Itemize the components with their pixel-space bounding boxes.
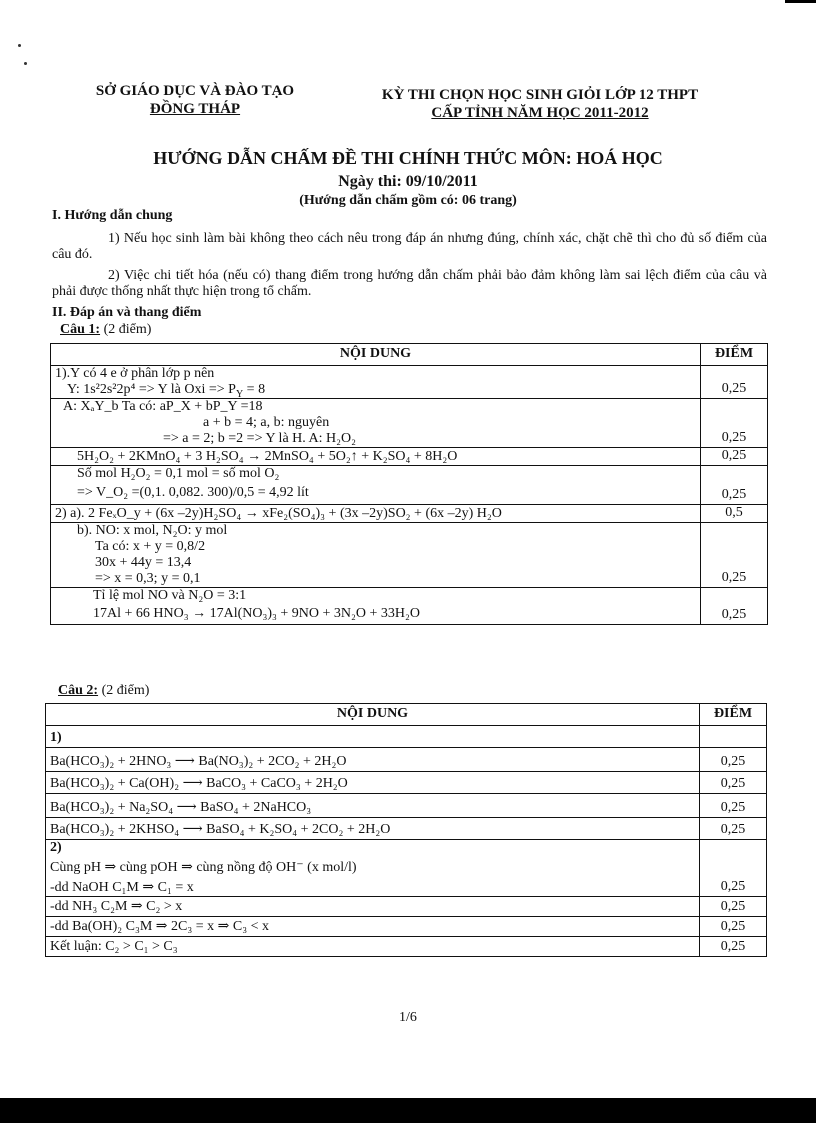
q2-row9-points: 0,25: [700, 937, 767, 957]
q2-row2-points: 0,25: [700, 748, 767, 772]
table-row: [46, 937, 767, 957]
table-row: [46, 818, 767, 840]
q1-row6-line2: Ta có: x + y = 0,8/2: [95, 538, 206, 554]
table-row: [51, 504, 768, 522]
q2-row5-equation: Ba(HCO₃)₂ + 2KHSO₄ ⟶ BaSO₄ + K₂SO₄ + 2CO₂ + 2H₂O: [46, 818, 700, 840]
exam-line-1: KỲ THI CHỌN HỌC SINH GIỎI LỚP 12 THPT: [381, 87, 699, 103]
q2-row4-equation: Ba(HCO₃)₂ + Na₂SO₄ ⟶ BaSO₄ + 2NaHCO₃: [46, 794, 700, 818]
q1-row2-points: 0,25: [701, 399, 768, 448]
page-count-note: (Hướng dẫn chấm gồm có: 06 trang): [299, 193, 517, 208]
document-title: HƯỚNG DẪN CHẤM ĐỀ THI CHÍNH THỨC MÔN: HOÁ HỌC: [153, 148, 663, 168]
q2-row3-points: 0,25: [700, 772, 767, 794]
question-1-table: [50, 343, 768, 625]
question-2-table: [45, 703, 767, 957]
q1-row1-points: 0,25: [701, 366, 768, 399]
q2-row5-points: 0,25: [700, 818, 767, 840]
q1-row2-line3: => a = 2; b =2 => Y là H. A: H₂O₂: [163, 431, 356, 446]
table-row: [46, 748, 767, 772]
q2-row4-points: 0,25: [700, 794, 767, 818]
table-row: [51, 587, 768, 624]
scan-speck: [18, 44, 21, 47]
table-row: [46, 840, 767, 897]
table-row: [51, 366, 768, 399]
section-general-heading: I. Hướng dẫn chung: [52, 208, 173, 223]
q2-part2-label: 2): [50, 840, 62, 855]
q1-row5-points: 0,5: [701, 504, 768, 522]
issuer-line-2: ĐỒNG THÁP: [149, 101, 241, 117]
q2-row8-points: 0,25: [700, 917, 767, 937]
q1-row6-points: 0,25: [701, 522, 768, 587]
q1-row4-points: 0,25: [701, 465, 768, 504]
table-row: [51, 448, 768, 466]
q1-row7-line2: 17Al + 66 HNO₃ → 17Al(NO₃)₃ + 9NO + 3N₂O + 33H₂O: [93, 605, 421, 621]
column-header-points: ĐIỂM: [700, 704, 767, 726]
table-row: [51, 522, 768, 587]
q2-row6-line3: -dd NaOH C₁M ⇒ C₁ = x: [50, 880, 194, 895]
exam-header: [345, 86, 735, 122]
table-row: [46, 726, 767, 748]
q1-row3-equation: 5H₂O₂ + 2KMnO₄ + 3 H₂SO₄ → 2MnSO₄ + 5O₂↑ + K₂SO₄ + 8H₂O: [77, 448, 458, 464]
q1-row1-line2: Y: 1s²2s²2p⁴ => Y là Oxi => $P_Y = 8$: [67, 382, 266, 400]
scan-edge-mark: [785, 0, 816, 3]
q1-row1-line1: 1).Y có 4 e ở phân lớp p nên: [55, 366, 215, 381]
issuer-line-1: SỞ GIÁO DỤC VÀ ĐÀO TẠO: [95, 83, 295, 99]
question-2-label: Câu 2: (2 điểm): [58, 683, 150, 698]
q1-row3-points: 0,25: [701, 448, 768, 466]
q2-conclusion: Kết luận: C₂ > C₁ > C₃: [46, 937, 700, 957]
q2-row8-line: -dd Ba(OH)₂ C₃M ⇒ 2C₃ = x ⇒ C₃ < x: [46, 917, 700, 937]
q2-part1-label: 1): [46, 726, 700, 748]
q1-row5-equation: 2) a). 2 FeₓO_y + (6x –2y)H₂SO₄ → xFe₂(SO₄)₃ + (3x –2y)SO₂ + (6x –2y) H₂O: [55, 505, 502, 521]
issuer-header: [60, 82, 330, 118]
q1-row4-line2: => V_O₂ =(0,1. 0,082. 300)/0,5 = 4,92 lít: [77, 484, 309, 500]
q2-row6-points: 0,25: [700, 840, 767, 897]
q2-row1-points: [700, 726, 767, 748]
general-paragraph-2: 2) Việc chi tiết hóa (nếu có) thang điểm trong hướng dẫn chấm phải bảo đảm không làm sai lệch điểm của câu và phải được thống nhất thực hiện trong tổ chấm.: [52, 268, 767, 299]
exam-line-2: CẤP TỈNH NĂM HỌC 2011-2012: [431, 105, 649, 121]
q1-row6-line1: b). NO: x mol, N₂O: y mol: [77, 522, 228, 538]
q2-row7-points: 0,25: [700, 897, 767, 917]
q2-row7-line: -dd NH₃ C₂M ⇒ C₂ > x: [46, 897, 700, 917]
column-header-content: NỘI DUNG: [46, 704, 700, 726]
section-answers-heading: II. Đáp án và thang điểm: [52, 305, 202, 320]
q1-row2-line2: a + b = 4; a, b: nguyên: [203, 415, 330, 430]
table-row: [46, 917, 767, 937]
q1-row7-points: 0,25: [701, 587, 768, 624]
q1-row4-line1: Số mol H₂O₂ = 0,1 mol = số mol O₂: [77, 465, 280, 481]
q1-row2-line1: A: XₐY_b Ta có: aP_X + bP_Y =18: [63, 399, 263, 414]
q2-row6-line2: Cùng pH ⇒ cùng pOH ⇒ cùng nồng độ OH⁻ (x mol/l): [50, 860, 357, 875]
table-row: [51, 399, 768, 448]
q1-row6-line4: => x = 0,3; y = 0,1: [95, 570, 201, 586]
general-paragraph-1: 1) Nếu học sinh làm bài không theo cách nêu trong đáp án nhưng đúng, chính xác, chặt chẽ thì cho đủ số điểm của câu đó.: [52, 231, 767, 262]
q2-row2-equation: Ba(HCO₃)₂ + 2HNO₃ ⟶ Ba(NO₃)₂ + 2CO₂ + 2H₂O: [46, 748, 700, 772]
column-header-content: NỘI DUNG: [51, 344, 701, 366]
scan-bottom-edge: [0, 1098, 816, 1123]
q1-row6-line3: 30x + 44y = 13,4: [95, 554, 192, 570]
table-row: [46, 794, 767, 818]
page-number: 1/6: [399, 1010, 417, 1025]
table-row: [46, 897, 767, 917]
exam-date: Ngày thi: 09/10/2011: [338, 173, 478, 190]
question-1-label: Câu 1: (2 điểm): [60, 322, 152, 337]
q1-row7-line1: Tỉ lệ mol NO và N₂O = 3:1: [93, 587, 247, 603]
q2-row3-equation: Ba(HCO₃)₂ + Ca(OH)₂ ⟶ BaCO₃ + CaCO₃ + 2H₂O: [46, 772, 700, 794]
column-header-points: ĐIỂM: [701, 344, 768, 366]
scan-speck: [24, 62, 27, 65]
table-row: [51, 465, 768, 504]
table-row: [46, 772, 767, 794]
